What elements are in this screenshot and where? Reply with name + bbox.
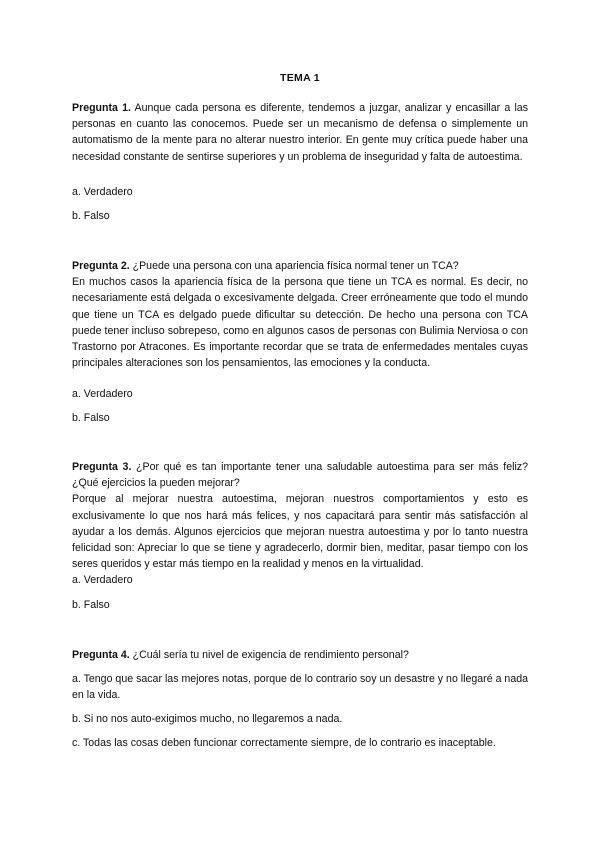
question-text: ¿Cuál sería tu nivel de exigencia de rendimiento personal? xyxy=(129,649,409,661)
question-prompt xyxy=(72,258,528,274)
question-number: Pregunta 4. xyxy=(72,649,130,661)
option-b[interactable]: b. Falso xyxy=(72,599,110,611)
question-prompt xyxy=(72,459,528,491)
option-a[interactable]: a. Verdadero xyxy=(72,388,133,400)
page-title: TEMA 1 xyxy=(280,72,320,84)
option-b[interactable]: b. Falso xyxy=(72,412,110,424)
question-number: Pregunta 2. xyxy=(72,260,130,272)
question-text: ¿Por qué es tan importante tener una saludable autoestima para ser más feliz? ¿Qué ejercicios la pueden mejorar? xyxy=(72,461,528,490)
question-explanation: Porque al mejorar nuestra autoestima, mejoran nuestros comportamientos y esto es exclusivamente lo que nos hará más felices, y nos capacitará para sentir más satisfacción al ayudar a los demás. Algunos ejercicios que mejoran nuestra autoestima y por lo tanto nuestra felicidad son: Apreciar lo que se tiene y agradecerlo, dormir bien, meditar, pasar tiempo con los seres queridos y estar más tiempo en la realidad y menos en la virtualidad. xyxy=(72,493,528,571)
question-2 xyxy=(72,258,528,371)
option-c[interactable]: c. Todas las cosas deben funcionar correctamente siempre, de lo contrario es inaceptable. xyxy=(72,737,496,749)
question-explanation: En muchos casos la apariencia física de la persona que tiene un TCA es normal. Es decir, no necesariamente está delgada o excesivamente delgada. Creer erróneamente que todo el mundo que tiene un TCA es delgado puede dificultar su detección. De hecho una persona con TCA puede tener incluso sobrepeso, como en algunos casos de personas con Bulimia Nerviosa o con Trastorno por Atracones. Es importante recordar que se trata de enfermedades mentales cuyas principales alteraciones son los pensamientos, las emociones y la conducta. xyxy=(72,276,528,370)
question-text: ¿Puede una persona con una apariencia física normal tener un TCA? xyxy=(129,260,459,272)
option-a[interactable]: a. Tengo que sacar las mejores notas, porque de lo contrario soy un desastre y no llegaré a nada en la vida. xyxy=(72,673,528,702)
question-number: Pregunta 3. xyxy=(72,461,132,473)
option-a[interactable]: a. Verdadero xyxy=(72,186,133,198)
option-a[interactable]: a. Verdadero xyxy=(72,574,133,586)
question-4 xyxy=(72,647,528,663)
question-1 xyxy=(72,100,528,165)
question-number: Pregunta 1. xyxy=(72,102,131,114)
question-3 xyxy=(72,459,528,572)
option-b[interactable]: b. Si no nos auto-exigimos mucho, no llegaremos a nada. xyxy=(72,713,343,725)
question-text: Aunque cada persona es diferente, tendemos a juzgar, analizar y encasillar a las personas en cuanto las conocemos. Puede ser un mecanismo de defensa o simplemente un automatismo de la mente para no alterar nuestro interior. En gente muy crítica puede haber una necesidad constante de sentirse superiores y un problema de inseguridad y falta de autoestima. xyxy=(72,102,528,163)
option-b[interactable]: b. Falso xyxy=(72,210,110,222)
